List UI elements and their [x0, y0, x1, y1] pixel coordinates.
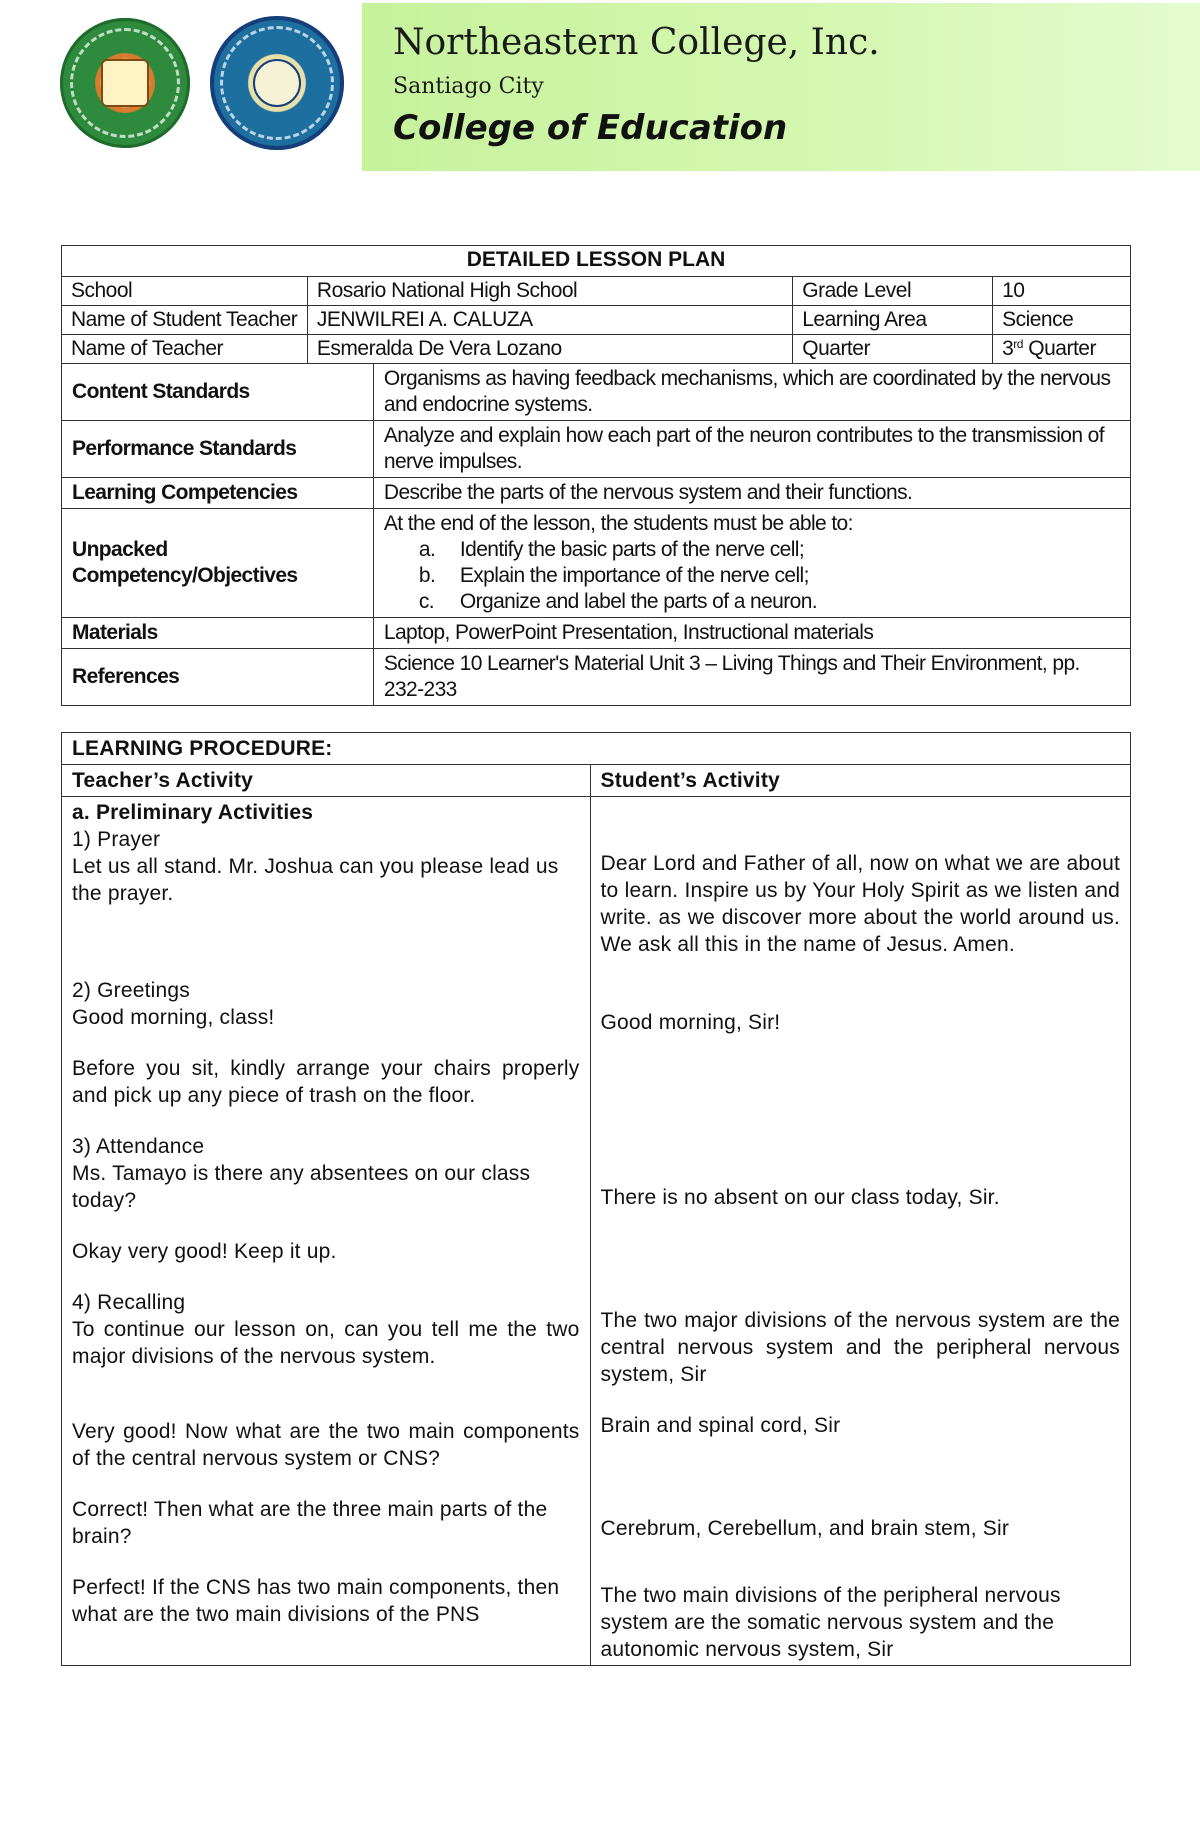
cns-student-text: Brain and spinal cord, Sir	[600, 1414, 841, 1437]
department-name: College of Education	[393, 108, 788, 148]
teacher-value: Esmeralda De Vera Lozano	[307, 335, 792, 364]
references-value: Science 10 Learner's Material Unit 3 – Living Things and Their Environment, pp. 232-233	[373, 649, 1130, 706]
references-label: References	[62, 649, 374, 706]
teacher-label: Name of Teacher	[62, 335, 308, 364]
school-label: School	[62, 277, 308, 306]
college-city: Santiago City	[393, 74, 544, 99]
learning-procedure-table	[61, 732, 1131, 1666]
logo-emblem	[101, 59, 149, 107]
greetings-teacher-text: Good morning, class!	[72, 1006, 275, 1029]
attendance-teacher-text: Ms. Tamayo is there any absentees on our class today?	[72, 1162, 531, 1212]
prayer-title: 1) Prayer	[72, 828, 161, 851]
objective-item	[384, 537, 1120, 563]
student-teacher-value: JENWILREI A. CALUZA	[307, 306, 792, 335]
student-activity-header: Student’s Activity	[590, 765, 1131, 797]
school-value: Rosario National High School	[307, 277, 792, 306]
brain-question-text: Correct! Then what are the three main parts of the brain?	[72, 1498, 548, 1548]
performance-standards-label: Performance Standards	[62, 421, 374, 478]
brain-student-text: Cerebrum, Cerebellum, and brain stem, Sir	[600, 1517, 1010, 1540]
learning-competencies-value: Describe the parts of the nervous system and their functions.	[373, 478, 1130, 509]
objective-text: Explain the importance of the nerve cell;	[459, 564, 809, 587]
unpacked-label-line1: Unpacked	[72, 538, 168, 561]
quarter-value	[993, 335, 1131, 364]
unpacked-objectives-label	[62, 509, 374, 618]
objective-text: Organize and label the parts of a neuron.	[459, 590, 818, 613]
arrange-chairs-text: Before you sit, kindly arrange your chairs properly and pick up any piece of trash on the floor.	[72, 1057, 580, 1107]
logo-emblem	[253, 59, 301, 107]
attendance-title: 3) Attendance	[72, 1135, 205, 1158]
quarter-ordinal: rd	[1013, 337, 1023, 351]
objective-item	[384, 563, 1120, 589]
learning-area-label: Learning Area	[793, 306, 993, 335]
learning-competencies-label: Learning Competencies	[62, 478, 374, 509]
performance-standards-value: Analyze and explain how each part of the neuron contributes to the transmission of nerve impulses.	[373, 421, 1130, 478]
pns-student-text: The two main divisions of the peripheral nervous system are the somatic nervous system and the autonomic nervous system, Sir	[600, 1584, 1061, 1661]
objectives-intro: At the end of the lesson, the students must be able to:	[383, 512, 853, 535]
student-teacher-label: Name of Student Teacher	[62, 306, 308, 335]
attendance-student-text: There is no absent on our class today, Sir.	[600, 1186, 1000, 1209]
objective-marker: a.	[418, 538, 436, 561]
grade-level-value: 10	[993, 277, 1131, 306]
teacher-activity-header: Teacher’s Activity	[62, 765, 591, 797]
teacher-activity-column	[62, 797, 591, 1666]
materials-value: Laptop, PowerPoint Presentation, Instructional materials	[373, 618, 1130, 649]
document-header	[0, 0, 1200, 178]
college-of-education-logo	[210, 16, 344, 150]
objectives-cell	[373, 509, 1130, 618]
college-name: Northeastern College, Inc.	[393, 22, 880, 63]
pns-question-text: Perfect! If the CNS has two main components, then what are the two main divisions of the PNS	[72, 1576, 560, 1626]
student-activity-column	[590, 797, 1131, 1666]
content-standards-value: Organisms as having feedback mechanisms, which are coordinated by the nervous and endocrine systems.	[373, 364, 1130, 421]
objective-text: Identify the basic parts of the nerve cell;	[459, 538, 805, 561]
quarter-word: Quarter	[1022, 337, 1096, 360]
quarter-number: 3	[1002, 337, 1014, 360]
lesson-plan-info-table	[61, 245, 1131, 706]
quarter-label: Quarter	[793, 335, 993, 364]
grade-level-label: Grade Level	[793, 277, 993, 306]
attendance-followup-text: Okay very good! Keep it up.	[72, 1240, 337, 1263]
greetings-student-text: Good morning, Sir!	[600, 1011, 781, 1034]
objective-marker: b.	[418, 564, 436, 587]
materials-label: Materials	[62, 618, 374, 649]
prayer-teacher-text: Let us all stand. Mr. Joshua can you please lead us the prayer.	[72, 855, 559, 905]
recalling-teacher-text: To continue our lesson on, can you tell me the two major divisions of the nervous system.	[72, 1318, 580, 1368]
objective-item	[384, 589, 1120, 615]
objective-marker: c.	[418, 590, 435, 613]
procedure-title: LEARNING PROCEDURE:	[62, 733, 1131, 765]
unpacked-label-line2: Competency/Objectives	[72, 564, 298, 587]
recalling-title: 4) Recalling	[72, 1291, 186, 1314]
recalling-student-text: The two major divisions of the nervous system are the central nervous system and the peripheral nervous system, Sir	[600, 1309, 1120, 1386]
learning-area-value: Science	[993, 306, 1131, 335]
prayer-student-text: Dear Lord and Father of all, now on what we are about to learn. Inspire us by Your Holy Spirit as we listen and write. as we discover more about the world around us. We ask all this in the name of Jesus. Amen.	[600, 852, 1120, 956]
preliminary-heading: a. Preliminary Activities	[72, 801, 314, 824]
greetings-title: 2) Greetings	[72, 979, 190, 1002]
cns-question-text: Very good! Now what are the two main components of the central nervous system or CNS?	[72, 1420, 580, 1470]
objectives-list	[384, 537, 1120, 615]
lesson-plan-title: DETAILED LESSON PLAN	[62, 246, 1131, 277]
northeastern-college-logo	[60, 18, 190, 148]
content-standards-label: Content Standards	[62, 364, 374, 421]
